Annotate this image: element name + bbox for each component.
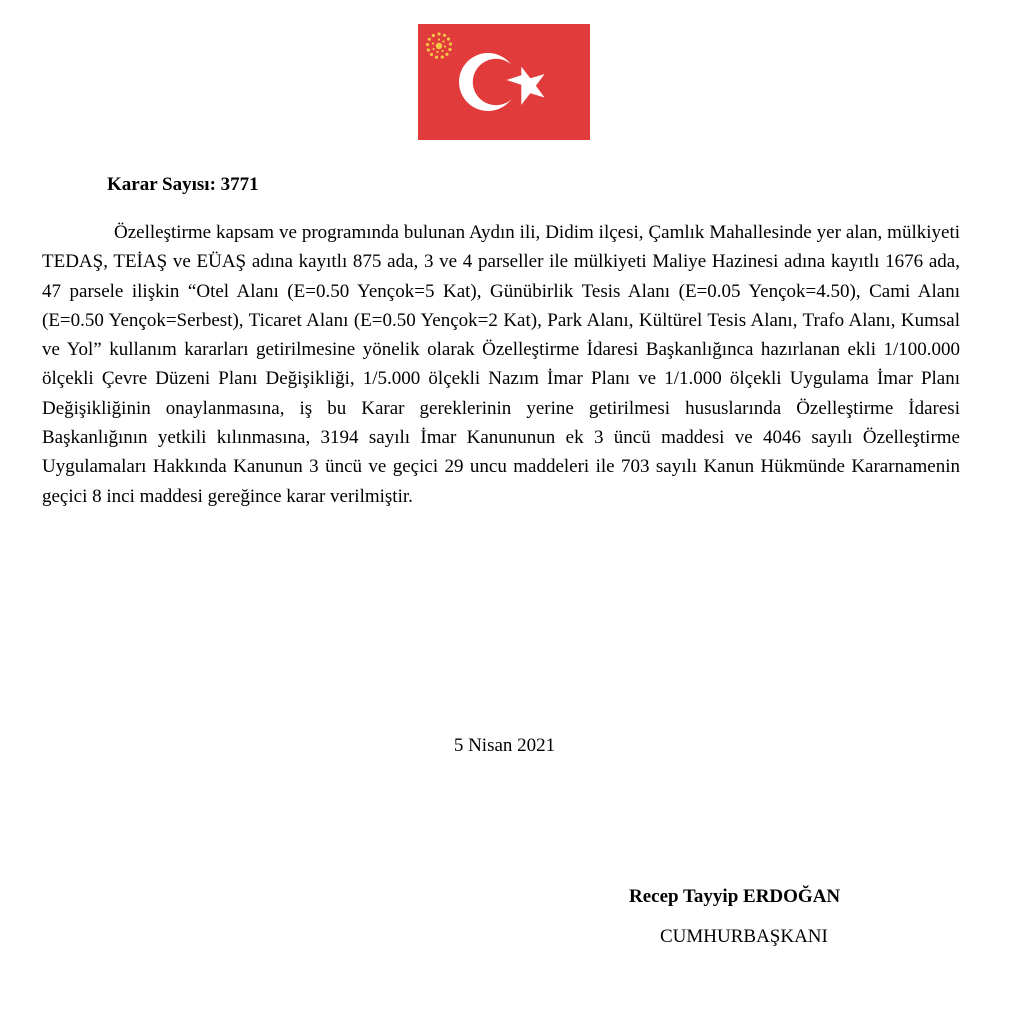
signatory-name: Recep Tayyip ERDOĞAN — [629, 886, 841, 907]
turkish-presidential-flag-icon — [418, 24, 590, 140]
decision-date: 5 Nisan 2021 — [453, 735, 556, 756]
decision-number: Karar Sayısı: 3771 — [107, 174, 259, 195]
signatory-title: CUMHURBAŞKANI — [660, 926, 828, 947]
decision-body-text: Özelleştirme kapsam ve programında bulunan Aydın ili, Didim ilçesi, Çamlık Mahallesinde yer alan, mülkiyeti TEDAŞ, TEİAŞ ve EÜAŞ adına kayıtlı 875 ada, 3 ve 4 parseller ile mülkiyeti Maliye Hazinesi adına kayıtlı 1676 ada, 47 parsele ilişkin “Otel Alanı (E=0.50 Yençok=5 Kat), Günübirlik Tesis Alanı (E=0.05 Yençok=4.50), Cami Alanı (E=0.50 Yençok=Serbest), Ticaret Alanı (E=0.50 Yençok=2 Kat), Park Alanı, Kültürel Tesis Alanı, Trafo Alanı, Kumsal ve Yol” kullanım kararları getirilmesine yönelik olarak Özelleştirme İdaresi Başkanlığınca hazırlanan ekli 1/100.000 ölçekli Çevre Düzeni Planı Değişikliği, 1/5.000 ölçekli Nazım İmar Planı ve 1/1.000 ölçekli Uygulama İmar Planı Değişikliğinin onaylanmasına, iş bu Karar gereklerinin yerine getirilmesi hususlarında Özelleştirme İdaresi Başkanlığının yetkili kılınmasına, 3194 sayılı İmar Kanununun ek 3 üncü maddesi ve 4046 sayılı Özelleştirme Uygulamaları Hakkında Kanunun 3 üncü ve geçici 29 uncu maddeleri ile 703 sayılı Kanun Hükmünde Kararnamenin geçici 8 inci maddesi gereğince karar verilmiştir. — [42, 222, 960, 507]
